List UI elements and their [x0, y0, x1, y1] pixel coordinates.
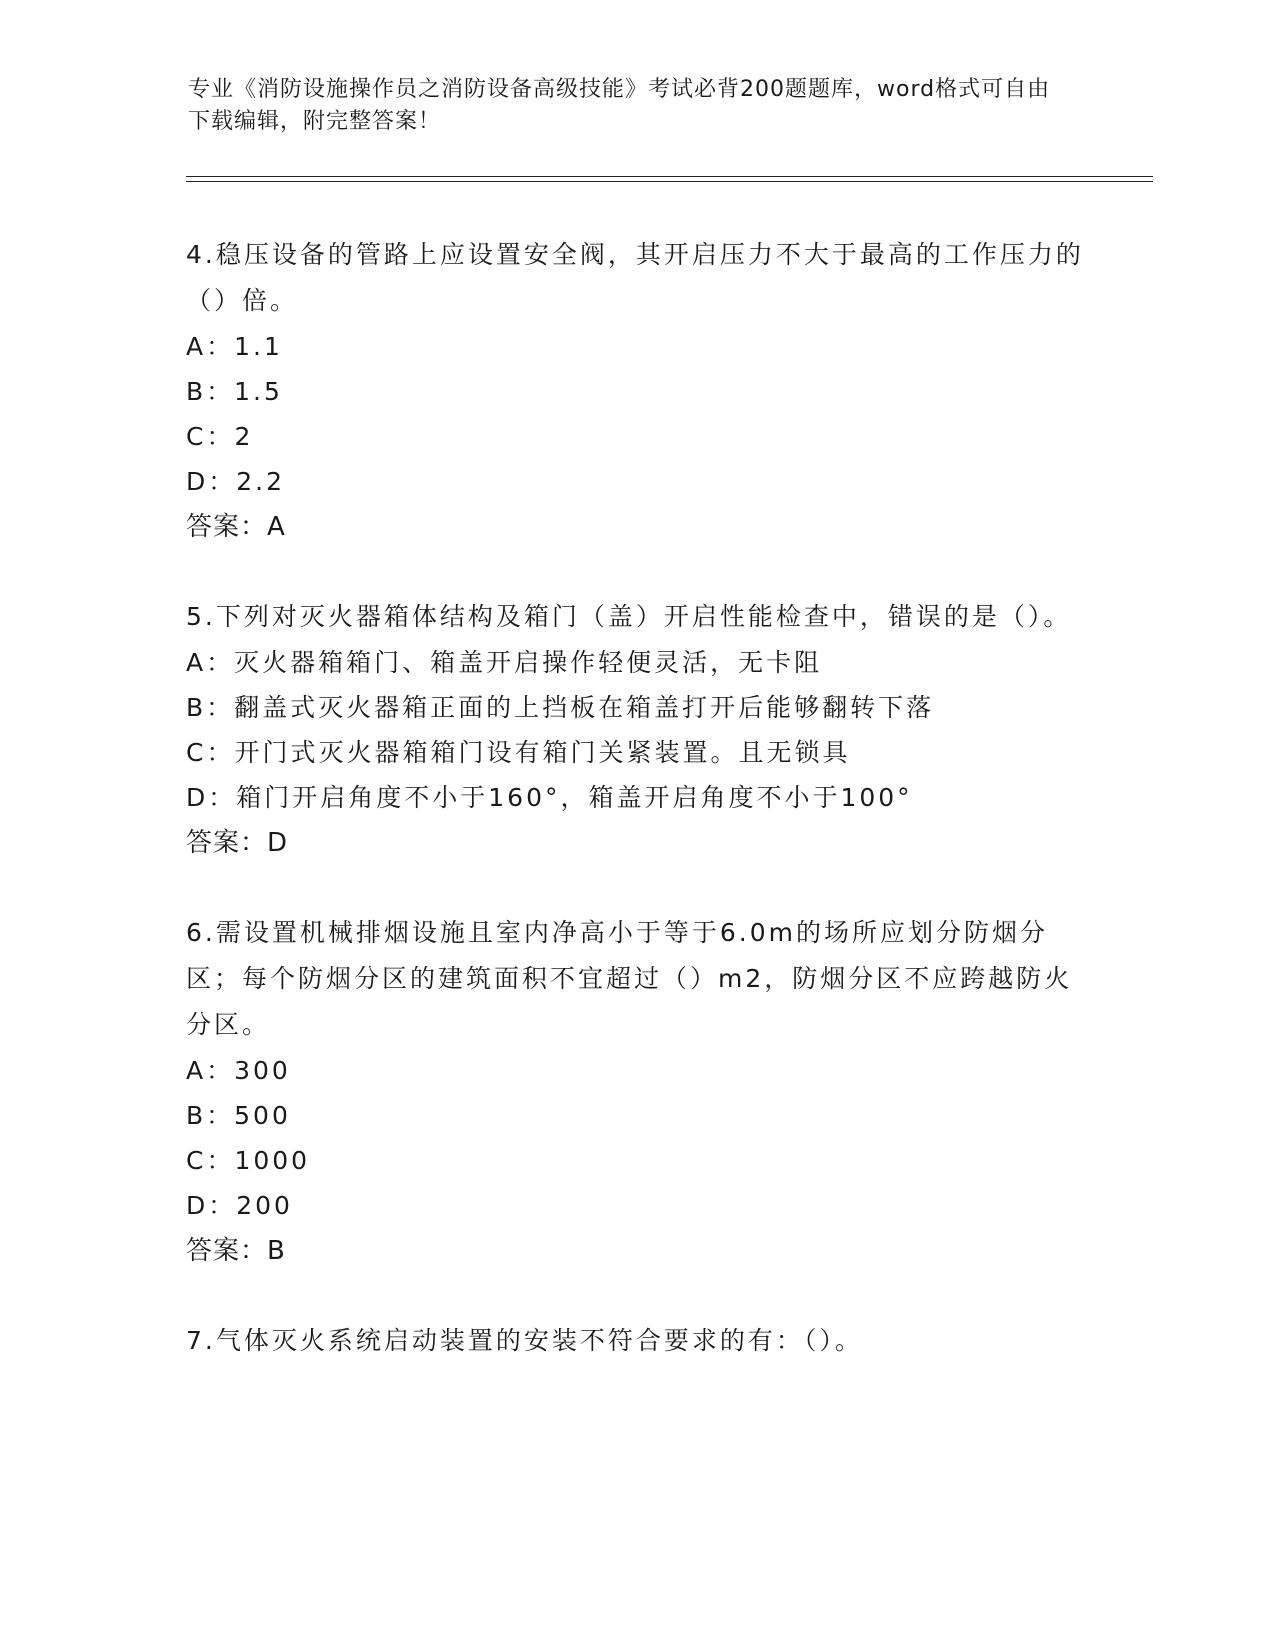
- option-c: C：1000: [186, 1146, 311, 1175]
- option-c: C：开门式灭火器箱箱门设有箱门关紧装置。且无锁具: [186, 738, 851, 767]
- question-4: [186, 232, 1086, 550]
- answer: 答案：B: [186, 1236, 286, 1266]
- question-list: [186, 232, 1086, 1408]
- answer: 答案：A: [186, 512, 286, 542]
- option-b: B：翻盖式灭火器箱正面的上挡板在箱盖打开后能够翻转下落: [186, 693, 935, 722]
- option-d: D：箱门开启角度不小于160°，箱盖开启角度不小于100°: [186, 783, 913, 812]
- question-stem: 4.稳压设备的管路上应设置安全阀，其开启压力不大于最高的工作压力的（）倍。: [186, 240, 1084, 315]
- header-divider-top: [186, 176, 1153, 177]
- document-header: [188, 74, 1068, 138]
- question-5: [186, 594, 1086, 866]
- option-d: D：2.2: [186, 467, 286, 496]
- question-7: [186, 1318, 1086, 1364]
- option-a: A：灭火器箱箱门、箱盖开启操作轻便灵活，无卡阻: [186, 648, 823, 677]
- option-c: C：2: [186, 422, 254, 451]
- answer: 答案：D: [186, 828, 289, 858]
- question-6: [186, 910, 1086, 1274]
- option-b: B：500: [186, 1101, 291, 1130]
- option-b: B：1.5: [186, 377, 283, 406]
- option-d: D：200: [186, 1191, 293, 1220]
- header-title: 专业《消防设施操作员之消防设备高级技能》考试必背200题题库，word格式可自由下载编辑，附完整答案！: [188, 77, 1051, 134]
- question-stem: 5.下列对灭火器箱体结构及箱门（盖）开启性能检查中，错误的是（）。: [186, 602, 1072, 631]
- option-a: A：1.1: [186, 332, 283, 361]
- option-a: A：300: [186, 1056, 291, 1085]
- question-stem: 7.气体灭火系统启动装置的安装不符合要求的有：（）。: [186, 1326, 863, 1355]
- question-stem: 6.需设置机械排烟设施且室内净高小于等于6.0m的场所应划分防烟分区；每个防烟分区的建筑面积不宜超过（）m2，防烟分区不应跨越防火分区。: [186, 918, 1073, 1039]
- header-divider-bottom: [186, 181, 1153, 182]
